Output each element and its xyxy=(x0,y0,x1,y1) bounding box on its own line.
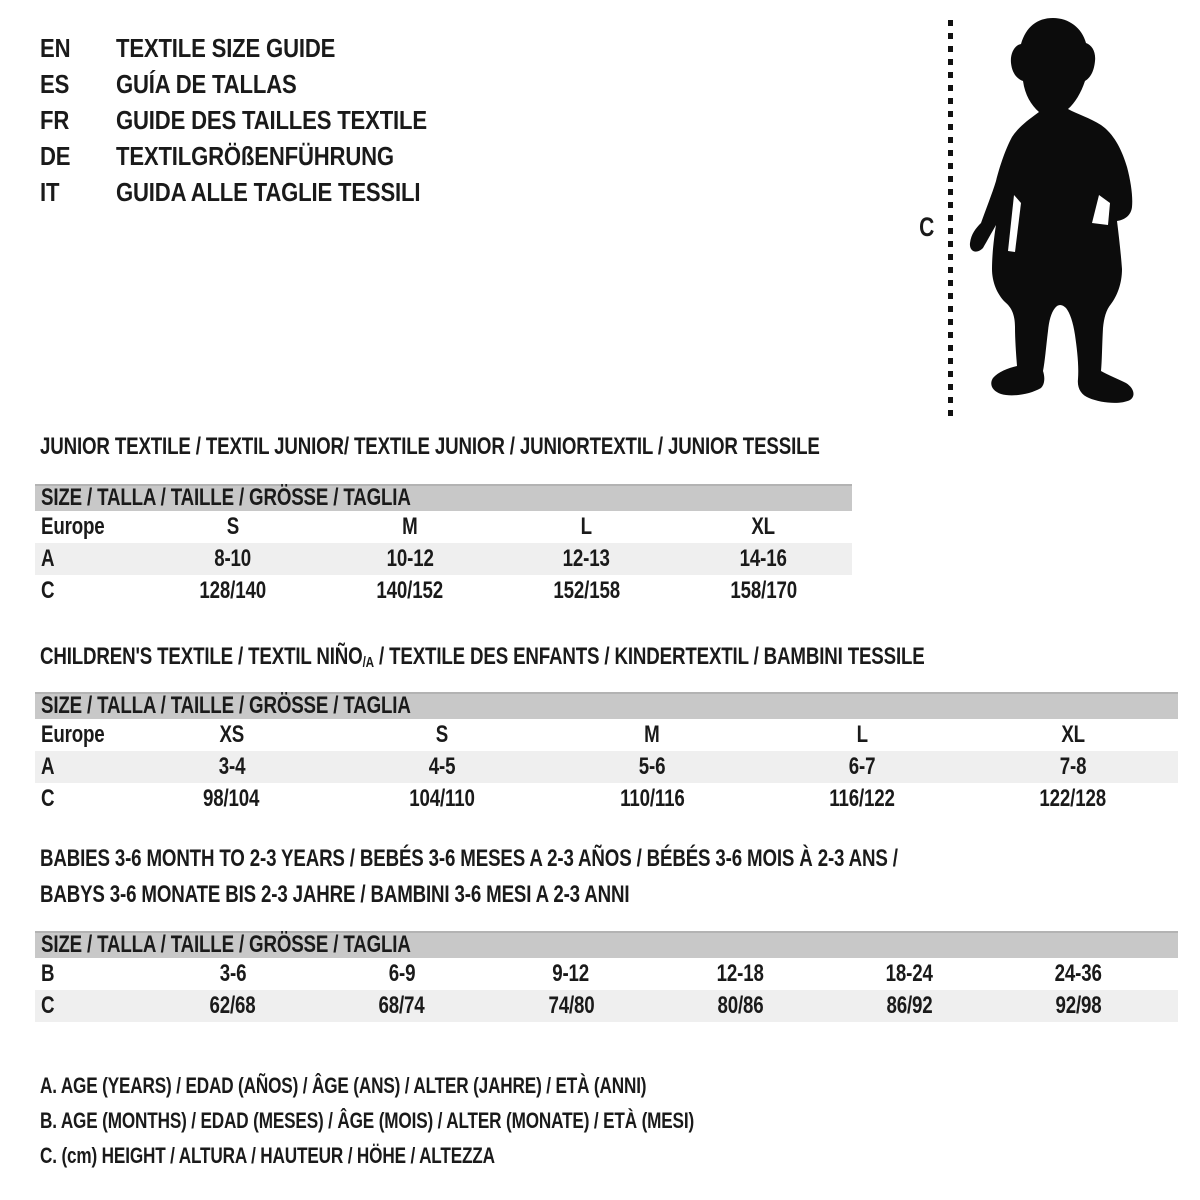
height-cell-text: 104/110 xyxy=(409,785,475,812)
size-cell xyxy=(144,511,321,543)
language-code-text: DE xyxy=(40,141,71,171)
language-row-es xyxy=(40,66,482,102)
age-cell-text: 5-6 xyxy=(638,753,666,780)
age-cell xyxy=(486,958,655,990)
row-label-text: Europe xyxy=(41,513,105,540)
size-cell xyxy=(337,719,547,751)
height-cell-text: 62/68 xyxy=(209,992,256,1019)
height-cell-text: 86/92 xyxy=(886,992,933,1019)
height-cell-text: 92/98 xyxy=(1055,992,1102,1019)
children-section-title xyxy=(40,644,1174,673)
height-cell-text: 152/158 xyxy=(553,577,620,604)
size-cell-text: L xyxy=(581,513,593,540)
height-cell xyxy=(825,990,994,1022)
row-label-text: B xyxy=(41,960,55,987)
age-cell-text: 8-10 xyxy=(214,545,252,572)
age-cell xyxy=(675,543,852,575)
height-cell xyxy=(547,783,757,815)
row-label xyxy=(35,511,144,543)
size-cell-text: S xyxy=(435,721,449,748)
row-label-text: C xyxy=(41,992,55,1019)
language-code xyxy=(40,66,116,102)
babies-section-title-line1 xyxy=(40,846,1140,872)
age-cell xyxy=(968,751,1178,783)
row-label xyxy=(35,751,126,783)
height-cell xyxy=(337,783,547,815)
height-cell-text: 80/86 xyxy=(717,992,764,1019)
babies-section-title-line1-text: BABIES 3-6 MONTH TO 2-3 YEARS / BEBÉS 3-6 MESES A 2-3 AÑOS / BÉBÉS 3-6 MOIS À 2-3 ANS / xyxy=(40,845,898,872)
size-header-text: SIZE / TALLA / TAILLE / GRÖSSE / TAGLIA xyxy=(41,484,411,511)
children-age-row xyxy=(35,751,1178,783)
height-measure-label xyxy=(913,212,941,243)
babies-section-title-line2-text: BABYS 3-6 MONATE BIS 2-3 JAHRE / BAMBINI 3-6 MESI A 2-3 ANNI xyxy=(40,881,630,908)
age-cell xyxy=(757,751,967,783)
language-row-en xyxy=(40,30,482,66)
size-cell xyxy=(675,511,852,543)
age-cell-text: 3-4 xyxy=(218,753,245,780)
age-cell-text: 18-24 xyxy=(885,960,933,987)
legend-line-a-text: A. AGE (YEARS) / EDAD (AÑOS) / ÂGE (ANS) / ALTER (JAHRE) / ETÀ (ANNI) xyxy=(40,1073,647,1098)
legend-line-b-text: B. AGE (MONTHS) / EDAD (MESES) / ÂGE (MOIS) / ALTER (MONATE) / ETÀ (MESI) xyxy=(40,1108,695,1133)
size-header-text: SIZE / TALLA / TAILLE / GRÖSSE / TAGLIA xyxy=(41,931,411,958)
language-code xyxy=(40,138,116,174)
children-title-pre: CHILDREN'S TEXTILE / TEXTIL NIÑO xyxy=(40,643,363,670)
babies-size-table xyxy=(35,931,1178,1022)
row-label-text: A xyxy=(41,545,55,572)
age-cell-text: 6-9 xyxy=(388,960,416,987)
age-cell xyxy=(126,751,336,783)
height-cell xyxy=(675,575,852,607)
legend-line-a xyxy=(40,1068,878,1103)
row-label xyxy=(35,719,126,751)
age-cell-text: 3-6 xyxy=(219,960,247,987)
babies-height-row xyxy=(35,990,1178,1022)
height-measure-dashed-line xyxy=(948,20,953,416)
height-cell-text: 98/104 xyxy=(203,785,260,812)
row-label-text: Europe xyxy=(41,721,105,748)
language-row-de xyxy=(40,138,482,174)
age-cell-text: 14-16 xyxy=(739,545,788,572)
row-label xyxy=(35,783,126,815)
age-cell xyxy=(825,958,994,990)
babies-section-title-line2 xyxy=(40,882,796,908)
legend-line-c xyxy=(40,1138,878,1173)
row-label xyxy=(35,543,144,575)
height-cell xyxy=(126,783,336,815)
language-guide-title: TEXTILGRÖßENFÜHRUNG xyxy=(116,141,394,171)
age-cell xyxy=(656,958,825,990)
legend-line-c-text: C. (cm) HEIGHT / ALTURA / HAUTEUR / HÖHE / ALTEZZA xyxy=(40,1143,495,1168)
age-cell-text: 7-8 xyxy=(1059,753,1087,780)
language-code-text: IT xyxy=(40,177,60,207)
height-cell xyxy=(486,990,655,1022)
legend-line-b xyxy=(40,1103,878,1138)
junior-size-header-bar xyxy=(35,484,852,511)
age-cell xyxy=(317,958,486,990)
size-cell xyxy=(126,719,336,751)
height-cell-text: 128/140 xyxy=(199,577,267,604)
language-code xyxy=(40,30,116,66)
children-sizes-row xyxy=(35,719,1178,751)
language-code-text: ES xyxy=(40,69,70,99)
height-cell xyxy=(656,990,825,1022)
age-cell xyxy=(994,958,1163,990)
toddler-silhouette-icon xyxy=(965,15,1145,415)
height-cell xyxy=(757,783,967,815)
size-cell xyxy=(757,719,967,751)
junior-age-row xyxy=(35,543,852,575)
age-cell xyxy=(144,543,321,575)
junior-height-row xyxy=(35,575,852,607)
age-cell xyxy=(337,751,547,783)
language-guide-title: TEXTILE SIZE GUIDE xyxy=(116,33,336,63)
size-cell-text: M xyxy=(402,513,418,540)
size-cell xyxy=(968,719,1178,751)
height-cell xyxy=(317,990,486,1022)
height-cell-text: 122/128 xyxy=(1039,785,1107,812)
junior-size-table xyxy=(35,484,852,607)
children-size-table xyxy=(35,692,1178,815)
age-cell-text: 9-12 xyxy=(552,960,590,987)
language-code-text: EN xyxy=(40,33,71,63)
age-cell-text: 12-18 xyxy=(716,960,764,987)
children-height-row xyxy=(35,783,1178,815)
babies-age-row xyxy=(35,958,1178,990)
language-row-it xyxy=(40,174,482,210)
height-cell-text: 74/80 xyxy=(548,992,595,1019)
children-size-header-bar xyxy=(35,692,1178,719)
height-cell xyxy=(968,783,1178,815)
height-cell-text: 158/170 xyxy=(730,577,797,604)
row-label-text: C xyxy=(41,577,55,604)
row-label-text: C xyxy=(41,785,55,812)
size-cell-text: S xyxy=(226,513,240,540)
children-section-title-text xyxy=(40,644,925,673)
language-row-fr xyxy=(40,102,482,138)
language-guide-title: GUIDA ALLE TAGLIE TESSILI xyxy=(116,177,421,207)
row-label xyxy=(35,575,144,607)
age-cell-text: 6-7 xyxy=(849,753,876,780)
measurement-legend xyxy=(40,1068,878,1173)
size-cell-text: XL xyxy=(1060,721,1085,748)
height-cell-text: 110/116 xyxy=(619,785,685,812)
height-cell-text: 68/74 xyxy=(378,992,425,1019)
language-code xyxy=(40,174,116,210)
age-cell-text: 10-12 xyxy=(386,545,434,572)
size-cell xyxy=(321,511,498,543)
language-title-list xyxy=(40,30,482,210)
size-cell xyxy=(498,511,675,543)
children-title-post: / TEXTILE DES ENFANTS / KINDERTEXTIL / BAMBINI TESSILE xyxy=(373,643,925,670)
row-label-text: A xyxy=(41,753,55,780)
age-cell xyxy=(321,543,498,575)
size-cell-text: M xyxy=(644,721,660,748)
junior-section-title xyxy=(40,434,1040,460)
children-title-sub: /A xyxy=(362,654,374,671)
age-cell xyxy=(498,543,675,575)
height-cell-text: 140/152 xyxy=(376,577,444,604)
babies-size-header-bar xyxy=(35,931,1178,958)
language-guide-title: GUIDE DES TAILLES TEXTILE xyxy=(116,105,427,135)
height-cell xyxy=(148,990,317,1022)
size-cell-text: XS xyxy=(219,721,244,748)
age-cell xyxy=(547,751,757,783)
size-cell xyxy=(547,719,757,751)
language-guide-title: GUÍA DE TALLAS xyxy=(116,69,297,99)
height-measure-label-text: C xyxy=(919,212,935,242)
age-cell-text: 24-36 xyxy=(1054,960,1103,987)
size-cell-text: L xyxy=(856,721,869,748)
age-cell-text: 4-5 xyxy=(428,753,456,780)
size-cell-text: XL xyxy=(751,513,776,540)
row-label xyxy=(35,958,148,990)
height-cell-text: 116/122 xyxy=(829,785,896,812)
junior-section-title-text: JUNIOR TEXTILE / TEXTIL JUNIOR/ TEXTILE JUNIOR / JUNIORTEXTIL / JUNIOR TESSILE xyxy=(40,433,820,460)
junior-sizes-row xyxy=(35,511,852,543)
height-cell xyxy=(144,575,321,607)
language-code xyxy=(40,102,116,138)
height-cell xyxy=(994,990,1163,1022)
size-header-text: SIZE / TALLA / TAILLE / GRÖSSE / TAGLIA xyxy=(41,692,411,719)
height-cell xyxy=(498,575,675,607)
age-cell-text: 12-13 xyxy=(563,545,611,572)
row-label xyxy=(35,990,148,1022)
height-cell xyxy=(321,575,498,607)
age-cell xyxy=(148,958,317,990)
language-code-text: FR xyxy=(40,105,70,135)
